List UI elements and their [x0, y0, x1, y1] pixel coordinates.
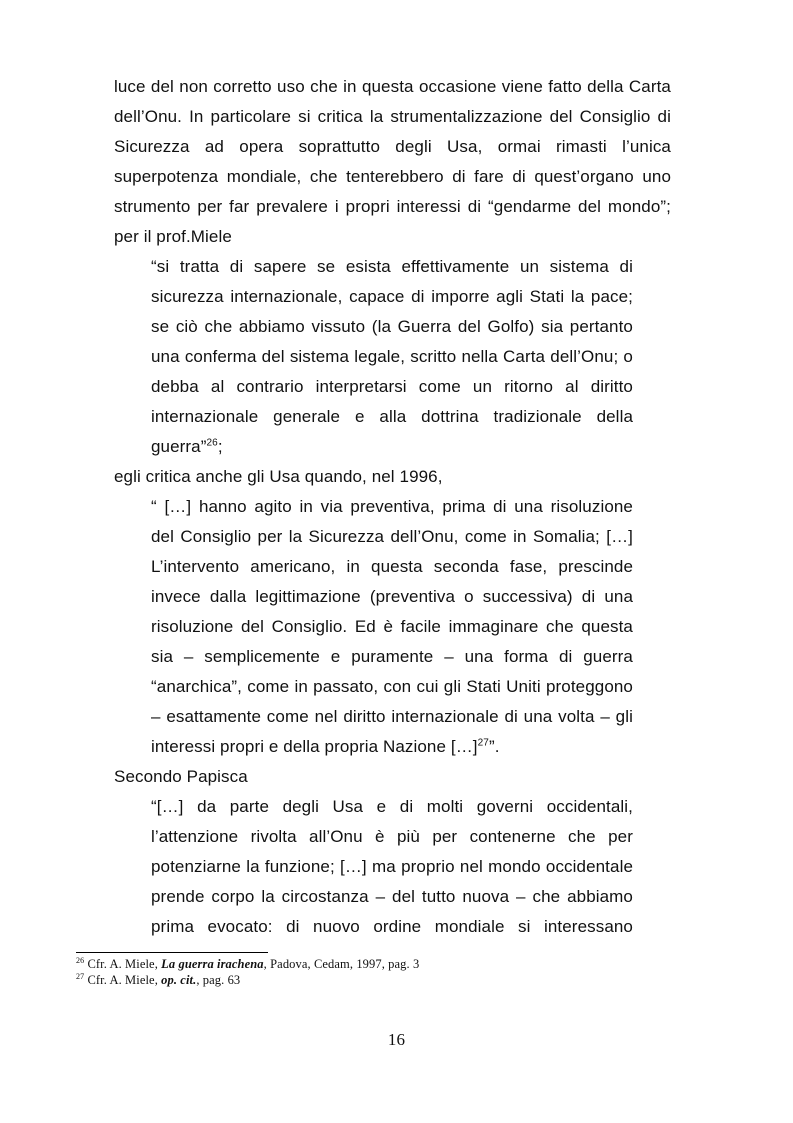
quote-line: L’intervento americano, in questa seconda fase, prescinde — [151, 557, 633, 576]
footnote-number: 27 — [76, 971, 85, 981]
footnote-ref[interactable]: 27 — [477, 737, 489, 749]
quote-line: del Consiglio per la Sicurezza dell’Onu, come in Somalia; […] — [151, 527, 633, 546]
paragraph-line: egli critica anche gli Usa quando, nel 1996, — [114, 467, 443, 486]
quote-line: invece dalla legittimazione (preventiva o successiva) di una — [151, 587, 633, 606]
paragraph-line: dell’Onu. In particolare si critica la strumentalizzazione del Consiglio di — [114, 107, 671, 126]
quote-line: “[…] da parte degli Usa e di molti governi occidentali, — [151, 797, 633, 816]
footnote — [76, 957, 419, 972]
page-number: 16 — [387, 1030, 406, 1049]
paragraph-line: luce del non corretto uso che in questa occasione viene fatto della Carta — [114, 77, 671, 96]
footnote-text: Cfr. A. Miele, — [87, 973, 162, 987]
quote-line: prima evocato: di nuovo ordine mondiale si interessano — [151, 917, 633, 936]
footnote-number: 26 — [76, 955, 85, 965]
quote-line: “ […] hanno agito in via preventiva, prima di una risoluzione — [151, 497, 633, 516]
paragraph-line: superpotenza mondiale, che tenterebbero di fare di quest’organo uno — [114, 167, 671, 186]
quote-line: se ciò che abbiamo vissuto (la Guerra del Golfo) sia pertanto — [151, 317, 633, 336]
quote-line-end — [151, 435, 633, 459]
quote-punct: ”. — [488, 737, 500, 756]
quote-line: “anarchica”, come in passato, con cui gli Stati Uniti proteggono — [151, 677, 633, 696]
paragraph-line: Secondo Papisca — [114, 767, 248, 786]
quote-line: una conferma del sistema legale, scritto nella Carta dell’Onu; o — [151, 347, 633, 366]
footnote — [76, 973, 240, 988]
quote-line: risoluzione del Consiglio. Ed è facile immaginare che questa — [151, 617, 633, 636]
paragraph-line: strumento per far prevalere i propri interessi di “gendarme del mondo”; — [114, 197, 671, 216]
paragraph-line: per il prof.Miele — [114, 227, 232, 246]
quote-line: prende corpo la circostanza – del tutto nuova – che abbiamo — [151, 887, 633, 906]
quote-punct: ; — [217, 437, 223, 456]
quote-line: internazionale generale e alla dottrina tradizionale della — [151, 407, 633, 426]
footnote-title: La guerra irachena — [161, 957, 264, 971]
footnote-divider — [76, 952, 268, 953]
quote-line: sia – semplicemente e puramente – una forma di guerra — [151, 647, 633, 666]
footnote-title: op. cit. — [161, 973, 197, 987]
footnote-text: , pag. 63 — [196, 973, 241, 987]
footnote-text: , Padova, Cedam, 1997, pag. 3 — [263, 957, 420, 971]
quote-line: “si tratta di sapere se esista effettivamente un sistema di — [151, 257, 633, 276]
quote-line: debba al contrario interpretarsi come un ritorno al diritto — [151, 377, 633, 396]
quote-line: potenziarne la funzione; […] ma proprio nel mondo occidentale — [151, 857, 633, 876]
quote-line: sicurezza internazionale, capace di imporre agli Stati la pace; — [151, 287, 633, 306]
quote-text: interessi propri e della propria Nazione […] — [151, 737, 478, 756]
quote-line-end — [151, 735, 633, 759]
footnote-text: Cfr. A. Miele, — [87, 957, 162, 971]
quote-line: – esattamente come nel diritto internazionale di una volta – gli — [151, 707, 633, 726]
quote-text: guerra” — [151, 437, 207, 456]
quote-line: l’attenzione rivolta all’Onu è più per contenerne che per — [151, 827, 633, 846]
paragraph-line: Sicurezza ad opera soprattutto degli Usa, ormai rimasti l’unica — [114, 137, 671, 156]
footnote-ref[interactable]: 26 — [206, 437, 218, 449]
